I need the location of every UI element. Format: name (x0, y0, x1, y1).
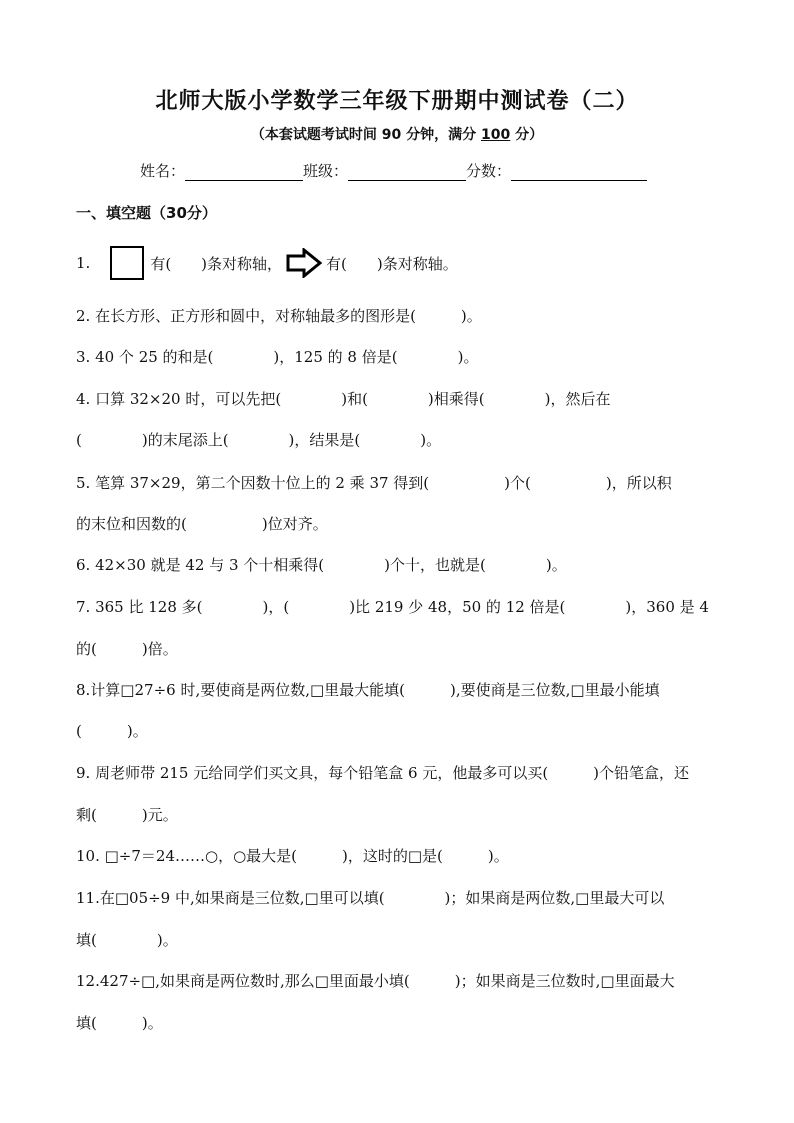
question-12-line-1: 12.427÷□,如果商是两位数时,那么□里面最小填( )；如果商是三位数时,□里面最大 (76, 972, 675, 990)
student-info-row (140, 160, 647, 181)
question-10: 10. □÷7＝24……○，○最大是( )，这时的□是( )。 (76, 847, 509, 865)
square-icon (110, 246, 144, 280)
question-7-line-2: 的( )倍。 (76, 640, 178, 658)
question-1 (76, 246, 722, 280)
score-blank[interactable] (511, 164, 647, 181)
class-blank[interactable] (348, 164, 466, 181)
question-9-line-2: 剩( )元。 (76, 806, 178, 824)
question-5-line-1: 5. 笔算 37×29，第二个因数十位上的 2 乘 37 得到( )个( )，所以积 (76, 474, 672, 492)
subtitle-suffix: 分） (510, 127, 544, 143)
question-4-line-1: 4. 口算 32×20 时，可以先把( )和( )相乘得( )，然后在 (76, 390, 611, 408)
subtitle-score: 100 (481, 127, 511, 143)
question-6: 6. 42×30 就是 42 与 3 个十相乘得( )个十，也就是( )。 (76, 556, 567, 574)
exam-subtitle (0, 124, 794, 144)
question-1-text-b: 有( )条对称轴。 (326, 254, 458, 273)
subtitle-prefix: （本套试题考试时间 90 分钟，满分 (250, 127, 481, 143)
question-11-line-1: 11.在□05÷9 中,如果商是三位数,□里可以填( )；如果商是两位数,□里最大可以 (76, 889, 665, 907)
section-heading-fill-in: 一、填空题（30分） (76, 204, 217, 222)
question-1-number: 1. (76, 254, 91, 272)
class-label: 班级： (303, 162, 349, 180)
name-label: 姓名： (140, 162, 186, 180)
question-3: 3. 40 个 25 的和是( )，125 的 8 倍是( )。 (76, 348, 479, 366)
question-4-line-2: ( )的末尾添上( )，结果是( )。 (76, 431, 442, 449)
question-8-line-1: 8.计算□27÷6 时,要使商是两位数,□里最大能填( ),要使商是三位数,□里最小能填 (76, 681, 660, 699)
name-blank[interactable] (185, 164, 303, 181)
page-title: 北师大版小学数学三年级下册期中测试卷（二） (155, 89, 639, 114)
hollow-arrow-icon (286, 248, 322, 278)
question-1-text-a: 有( )条对称轴， (150, 254, 283, 273)
question-5-line-2: 的末位和因数的( )位对齐。 (76, 515, 328, 533)
question-11-line-2: 填( )。 (76, 931, 178, 949)
question-8-line-2: ( )。 (76, 722, 148, 740)
score-label: 分数： (466, 162, 512, 180)
question-12-line-2: 填( )。 (76, 1014, 163, 1032)
question-9-line-1: 9. 周老师带 215 元给同学们买文具，每个铅笔盒 6 元，他最多可以买( )个铅笔盒，还 (76, 764, 690, 782)
question-2: 2. 在长方形、正方形和圆中，对称轴最多的图形是( )。 (76, 307, 482, 325)
question-7-line-1: 7. 365 比 128 多( )，( )比 219 少 48，50 的 12 倍是( )，360 是 4 (76, 598, 709, 616)
